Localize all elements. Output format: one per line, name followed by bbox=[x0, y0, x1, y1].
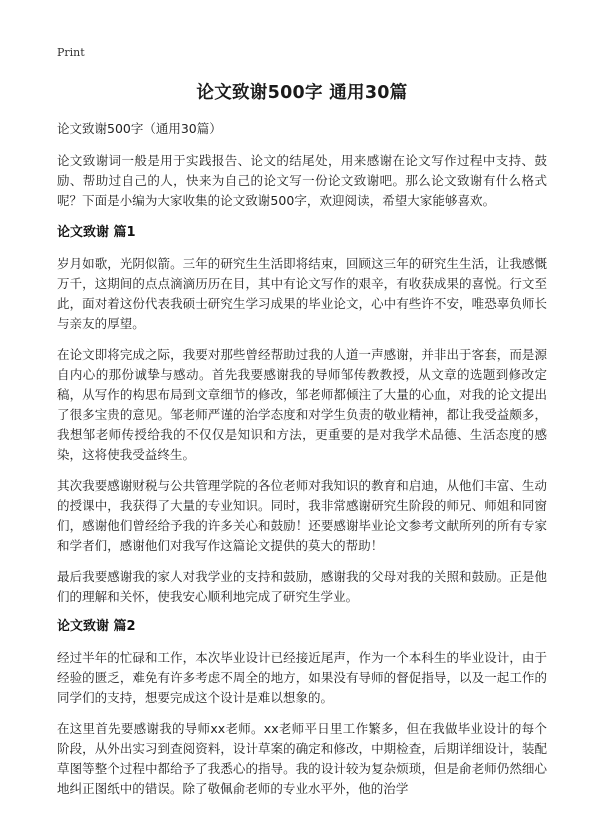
article-body bbox=[57, 121, 547, 810]
section-1-paragraph-1: 岁月如歌，光阴似箭。三年的研究生生活即将结束，回顾这三年的研究生生活，让我感慨万千，这期间的点点滴滴历历在目，其中有论文写作的艰辛，有收获成果的喜悦。行文至此，面对着这份代表我硕士研究生学习成果的毕业论文，心中有些许不安，唯恐辜负师长与亲友的厚望。 bbox=[57, 256, 547, 331]
section-heading-2: 论文致谢 篇2 bbox=[57, 619, 136, 634]
intro-paragraph: 论文致谢词一般是用于实践报告、论文的结尾处，用来感谢在论文写作过程中支持、鼓励、帮助过自己的人，快来为自己的论文写一份论文致谢吧。那么论文致谢有什么格式呢？下面是小编为大家收集的论文致谢500字，欢迎阅读，希望大家能够喜欢。 bbox=[57, 153, 547, 208]
section-1-paragraph-3: 其次我要感谢财税与公共管理学院的各位老师对我知识的教育和启迪，从他们丰富、生动的授课中，我获得了大量的专业知识。同时，我非常感谢研究生阶段的师兄、师姐和同窗们，感谢他们曾经给予我的许多关心和鼓励！还要感谢毕业论文参考文献所列的所有专家和学者们，感谢他们对我写作这篇论文提供的莫大的帮助！ bbox=[57, 478, 547, 553]
section-1-paragraph-2: 在论文即将完成之际，我要对那些曾经帮助过我的人道一声感谢，并非出于客套，而是源自内心的那份诚挚与感动。首先我要感谢我的导师邹传教教授，从文章的选题到修改定稿，从写作的构思布局到文章细节的修改，邹老师都倾注了大量的心血，对我的论文提出了很多宝贵的意见。邹老师严谨的治学态度和对学生负责的敬业精神，都让我受益颇多，我想邹老师传授给我的不仅仅是知识和方法，更重要的是对我学术品德、生活态度的感染，这将使我受益终生。 bbox=[57, 347, 547, 462]
section-2-paragraph-1: 经过半年的忙碌和工作，本次毕业设计已经接近尾声，作为一个本科生的毕业设计，由于经验的匮乏，难免有许多考虑不周全的地方，如果没有导师的督促指导，以及一起工作的同学们的支持，想要完成这个设计是难以想象的。 bbox=[57, 650, 547, 705]
section-2-paragraph-2: 在这里首先要感谢我的导师xx老师。xx老师平日里工作繁多，但在我做毕业设计的每个阶段，从外出实习到查阅资料，设计草案的确定和修改，中期检查，后期详细设计，装配草图等整个过程中都给予了我悉心的指导。我的设计较为复杂烦琐，但是俞老师仍然细心地纠正图纸中的错误。除了敬佩俞老师的专业水平外，他的治学 bbox=[57, 721, 547, 796]
section-1-paragraph-4: 最后我要感谢我的家人对我学业的支持和鼓励，感谢我的父母对我的关照和鼓励。正是他们的理解和关怀，使我安心顺利地完成了研究生学业。 bbox=[57, 569, 547, 604]
article-subtitle: 论文致谢500字（通用30篇） bbox=[57, 121, 222, 136]
page-title: 论文致谢500字 通用30篇 bbox=[196, 83, 408, 103]
print-link[interactable]: Print bbox=[57, 46, 85, 59]
section-heading-1: 论文致谢 篇1 bbox=[57, 225, 136, 240]
